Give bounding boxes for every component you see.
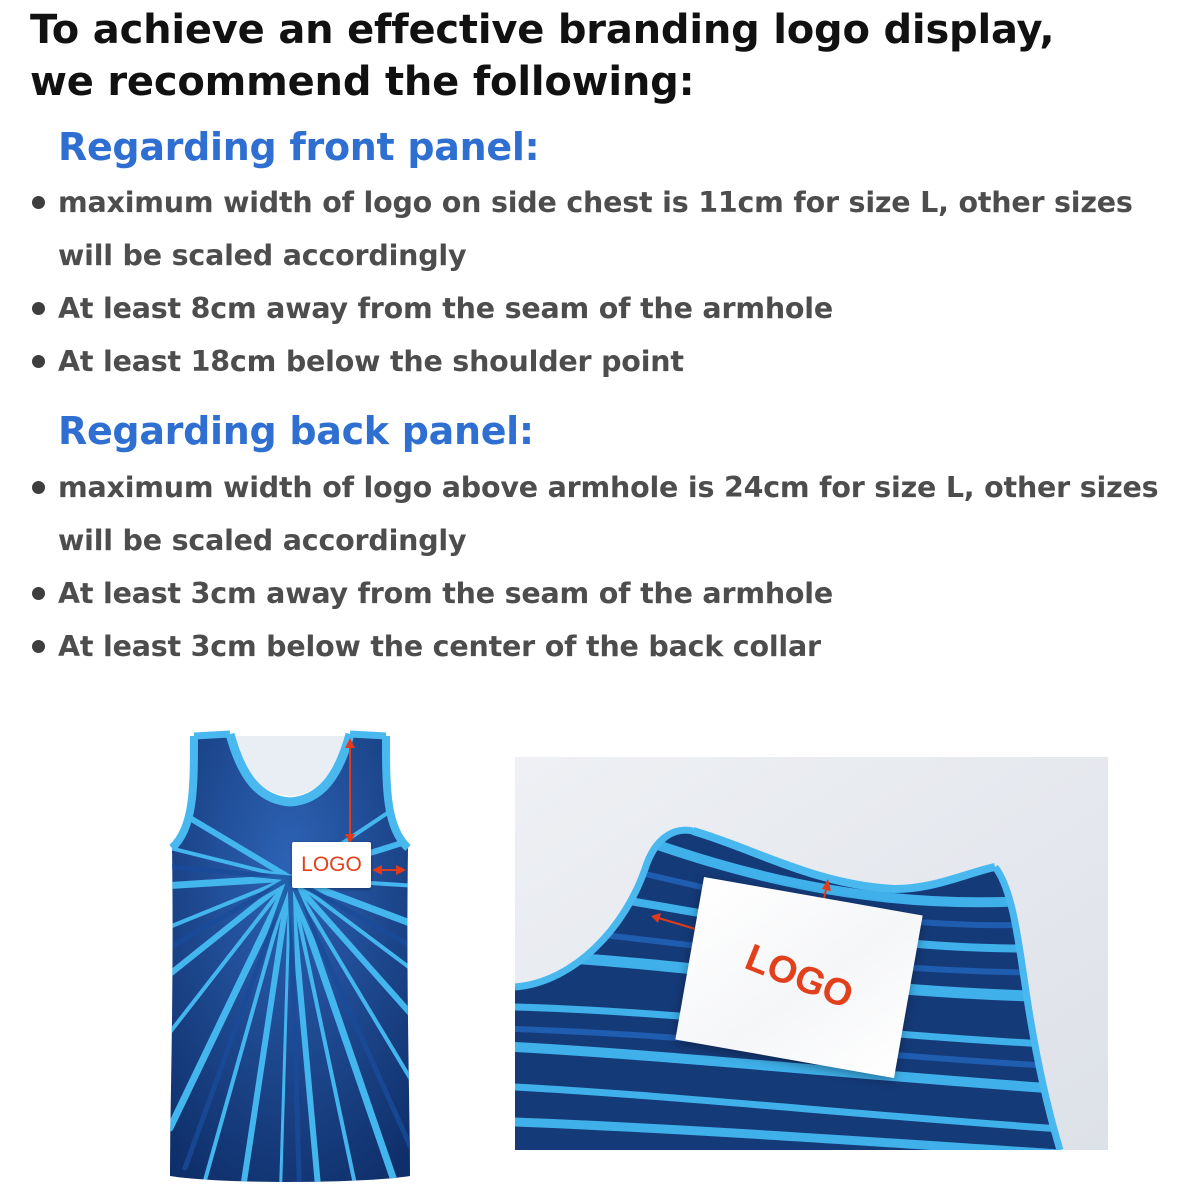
heading-line-2: we recommend the following: [30,59,695,105]
page-heading [30,4,1054,108]
bullet-front-armhole [30,282,1190,335]
bullet-line: At least 18cm below the shoulder point [58,345,684,378]
bullet-line: maximum width of logo on side chest is 11cm for size L, other sizes [58,186,1133,219]
bullet-dot-icon [32,640,45,653]
bullet-dot-icon [32,302,45,315]
back-logo-text: LOGO [739,936,859,1018]
bullet-line: At least 3cm below the center of the back collar [58,630,821,663]
back-jersey-image [515,757,1108,1150]
bullet-back-width [30,461,1190,567]
bullet-line: At least 8cm away from the seam of the armhole [58,292,833,325]
front-logo-text: LOGO [301,853,362,876]
front-panel-bullets [30,176,1190,388]
heading-line-1: To achieve an effective branding logo display, [30,7,1055,53]
bullet-dot-icon [32,196,45,209]
bullet-front-width [30,176,1190,282]
bullet-dot-icon [32,481,45,494]
bullet-line-continued: will be scaled accordingly [58,239,467,272]
bullet-line: maximum width of logo above armhole is 24cm for size L, other sizes [58,471,1159,504]
bullet-line: At least 3cm away from the seam of the armhole [58,577,833,610]
back-panel-title: Regarding back panel: [58,409,534,453]
front-jersey-image [160,728,420,1188]
bullet-back-collar [30,620,1190,673]
front-logo-card [292,842,371,888]
back-panel-bullets [30,461,1190,673]
bullet-front-shoulder [30,335,1190,388]
bullet-dot-icon [32,355,45,368]
front-jersey-illustration [160,728,420,1188]
bullet-line-continued: will be scaled accordingly [58,524,467,557]
bullet-back-armhole [30,567,1190,620]
front-panel-title: Regarding front panel: [58,125,540,169]
bullet-dot-icon [32,587,45,600]
